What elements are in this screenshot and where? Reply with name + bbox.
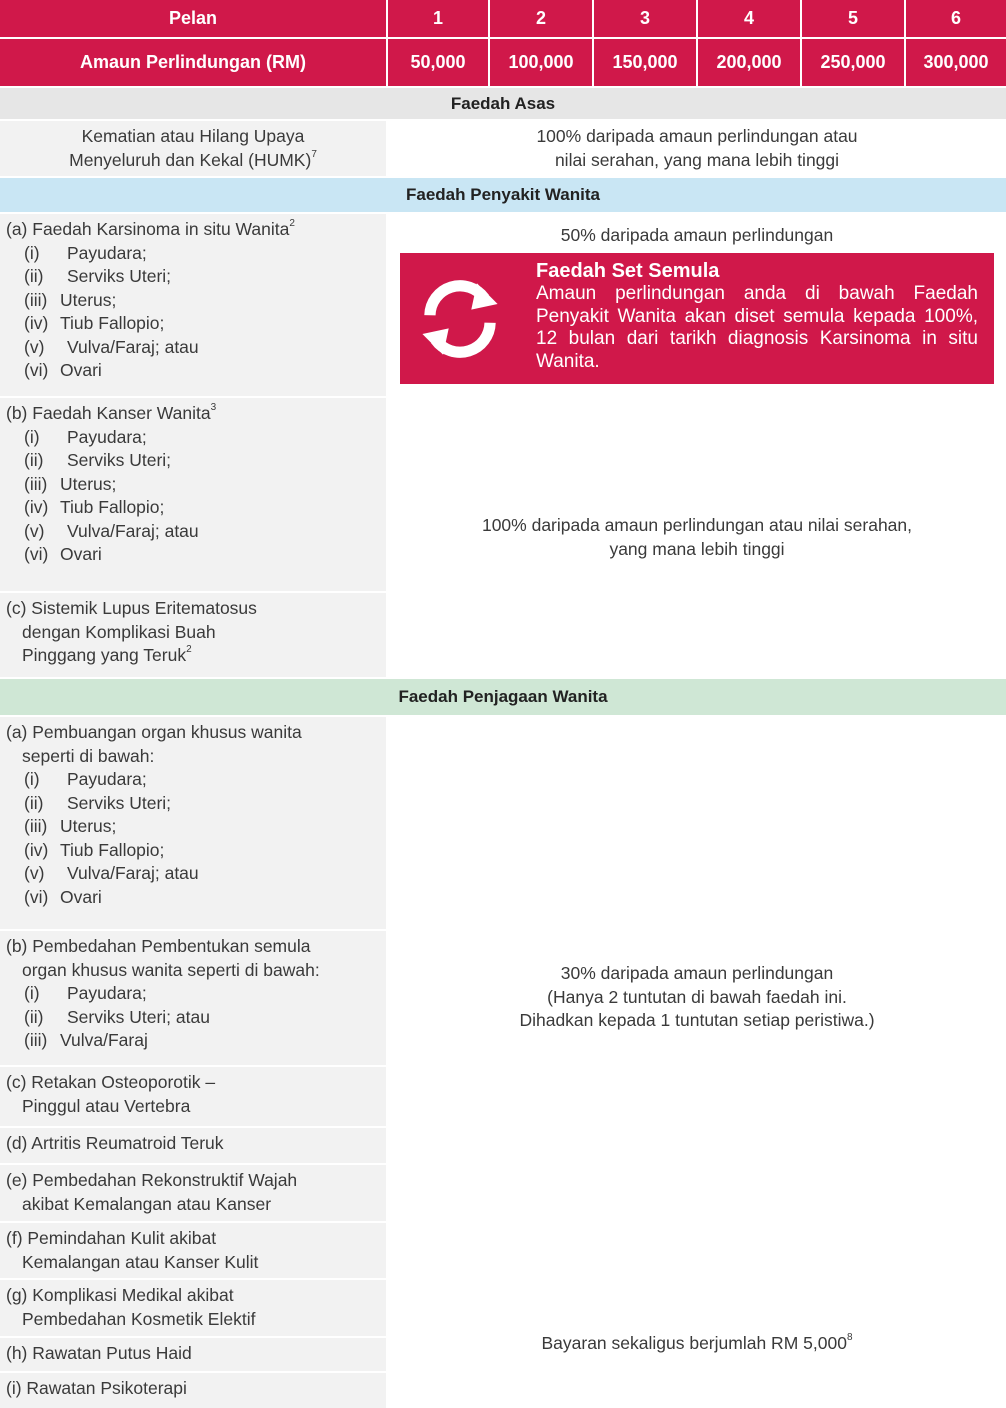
care-g-line2: Pembedahan Kosmetik Elektif <box>22 1308 256 1329</box>
illness-c-line2: dengan Komplikasi Buah <box>22 621 216 642</box>
care-af-value-line2: (Hanya 2 tuntutan di bawah faedah ini. <box>547 986 847 1007</box>
section-basic-title: Faedah Asas <box>0 88 1006 119</box>
basic-benefit-value <box>388 121 1006 176</box>
plan-number: 6 <box>906 0 1006 37</box>
care-af-value-line3: Dihadkan kepada 1 tuntutan setiap peristiwa.) <box>519 1010 875 1031</box>
basic-value-line1: 100% daripada amaun perlindungan atau <box>536 126 858 146</box>
amount-value: 50,000 <box>388 39 488 86</box>
organ-item: (v) Vulva/Faraj; atau <box>24 336 199 357</box>
illness-a-value: 50% daripada amaun perlindungan <box>560 225 834 245</box>
care-g-line1: (g) Komplikasi Medikal akibat <box>6 1285 234 1305</box>
reset-title: Faedah Set Semula <box>536 260 720 282</box>
basic-label-line1: Kematian atau Hilang Upaya <box>81 126 305 146</box>
amount-value: 150,000 <box>594 39 696 86</box>
care-c-line2: Pinggul atau Vertebra <box>22 1095 191 1116</box>
care-gi-value <box>388 1280 1006 1408</box>
organ-item: (i) Payudara; <box>24 242 147 263</box>
organ-item: (ii) Serviks Uteri; <box>24 450 172 470</box>
care-gi-value-text: Bayaran sekaligus berjumlah RM 5,000 <box>541 1333 847 1354</box>
reset-icon <box>400 253 520 384</box>
care-h-line1: (h) Rawatan Putus Haid <box>6 1343 192 1363</box>
organ-item: (ii) Serviks Uteri; <box>24 792 172 813</box>
organ-item: (v) Vulva/Faraj; atau <box>24 863 199 883</box>
amount-value: 100,000 <box>490 39 592 86</box>
care-item-i <box>0 1373 386 1408</box>
organ-item: (ii) Serviks Uteri; <box>24 266 172 286</box>
illness-item-a <box>0 214 386 396</box>
care-i-line1: (i) Rawatan Psikoterapi <box>6 1378 187 1398</box>
plan-number: 3 <box>594 0 696 37</box>
illness-bc-value <box>388 398 1006 677</box>
amount-header-label: Amaun Perlindungan (RM) <box>0 39 386 86</box>
care-gi-value-wrap <box>541 1332 852 1356</box>
care-a-line2: seperti di bawah: <box>22 745 155 766</box>
basic-label-line2: Menyeluruh dan Kekal (HUMK) <box>69 149 312 170</box>
care-c-line1: (c) Retakan Osteoporotik – <box>6 1072 216 1092</box>
care-e-line2: akibat Kemalangan atau Kanser <box>22 1193 272 1214</box>
organ-item: (v) Vulva/Faraj; atau <box>24 520 199 541</box>
organ-item: (iii) Uterus; <box>24 473 117 494</box>
care-a-line1: (a) Pembuangan organ khusus wanita <box>6 722 302 742</box>
care-item-d <box>0 1128 386 1163</box>
organ-item: (i) Payudara; <box>24 769 147 789</box>
care-af-value <box>388 717 1006 1278</box>
section-illness-title: Faedah Penyakit Wanita <box>0 178 1006 212</box>
illness-a-value-cell <box>388 214 1006 396</box>
organ-item: (ii) Serviks Uteri; atau <box>24 1006 210 1027</box>
illness-a-title-wrap <box>6 218 378 242</box>
organ-item: (iv) Tiub Fallopio; <box>24 497 165 517</box>
reset-benefit-box <box>400 253 994 384</box>
illness-c-line3: Pinggang yang Teruk <box>22 645 187 665</box>
care-af-value-line1: 30% daripada amaun perlindungan <box>560 963 834 984</box>
footnote-mark: 3 <box>210 402 217 414</box>
illness-a-title: (a) Faedah Karsinoma in situ Wanita <box>6 219 290 239</box>
basic-benefit-label <box>0 121 386 176</box>
care-item-c <box>0 1067 386 1126</box>
plan-header-label: Pelan <box>0 0 386 37</box>
reset-text <box>520 253 994 384</box>
plan-number: 4 <box>698 0 800 37</box>
section-care-title: Faedah Penjagaan Wanita <box>0 679 1006 715</box>
care-item-g <box>0 1280 386 1336</box>
amount-value: 200,000 <box>698 39 800 86</box>
illness-bc-value-line2: yang mana lebih tinggi <box>609 538 785 559</box>
illness-b-title: (b) Faedah Kanser Wanita <box>6 403 211 423</box>
basic-value-line2: nilai serahan, yang mana lebih tinggi <box>554 149 840 170</box>
organ-item: (iii) Uterus; <box>24 816 117 836</box>
care-b-line2: organ khusus wanita seperti di bawah: <box>22 959 320 980</box>
organ-item: (iii) Vulva/Faraj <box>24 1030 148 1050</box>
basic-label-line2-wrap <box>69 149 317 173</box>
footnote-mark: 8 <box>846 1332 853 1344</box>
reset-body: Amaun perlindungan anda di bawah Faedah Penyakit Wanita akan diset semula kepada 100%, 12 bulan dari tarikh diagnosis Karsinoma in situ Wanita. <box>536 283 978 372</box>
footnote-mark: 2 <box>186 644 192 656</box>
care-f-line1: (f) Pemindahan Kulit akibat <box>6 1228 217 1248</box>
illness-bc-value-line1: 100% daripada amaun perlindungan atau nilai serahan, <box>481 515 913 535</box>
care-e-line1: (e) Pembedahan Rekonstruktif Wajah <box>6 1170 298 1190</box>
care-item-e <box>0 1165 386 1221</box>
illness-b-title-wrap <box>6 402 378 426</box>
illness-item-c <box>0 593 386 677</box>
illness-c-line1: (c) Sistemik Lupus Eritematosus <box>6 598 257 618</box>
organ-item: (iv) Tiub Fallopio; <box>24 313 165 333</box>
care-f-line2: Kemalangan atau Kanser Kulit <box>22 1251 259 1272</box>
care-b-line1: (b) Pembedahan Pembentukan semula <box>6 936 311 956</box>
plan-number: 5 <box>802 0 904 37</box>
plan-number: 1 <box>388 0 488 37</box>
care-item-b <box>0 931 386 1065</box>
organ-item: (vi) Ovari <box>24 544 102 564</box>
footnote-mark: 2 <box>289 218 295 230</box>
organ-item: (i) Payudara; <box>24 426 147 447</box>
amount-value: 300,000 <box>906 39 1006 86</box>
organ-item: (i) Payudara; <box>24 983 147 1003</box>
footnote-mark: 7 <box>311 148 317 160</box>
organ-item: (vi) Ovari <box>24 886 102 907</box>
illness-c-line3-wrap <box>6 644 378 668</box>
plan-number: 2 <box>490 0 592 37</box>
amount-value: 250,000 <box>802 39 904 86</box>
care-item-h <box>0 1338 386 1371</box>
care-item-f <box>0 1223 386 1278</box>
organ-item: (iv) Tiub Fallopio; <box>24 839 165 860</box>
care-item-a <box>0 717 386 929</box>
illness-item-b <box>0 398 386 591</box>
care-d-line1: (d) Artritis Reumatroid Teruk <box>6 1133 224 1153</box>
organ-item: (iii) Uterus; <box>24 289 117 310</box>
organ-item: (vi) Ovari <box>24 360 102 380</box>
